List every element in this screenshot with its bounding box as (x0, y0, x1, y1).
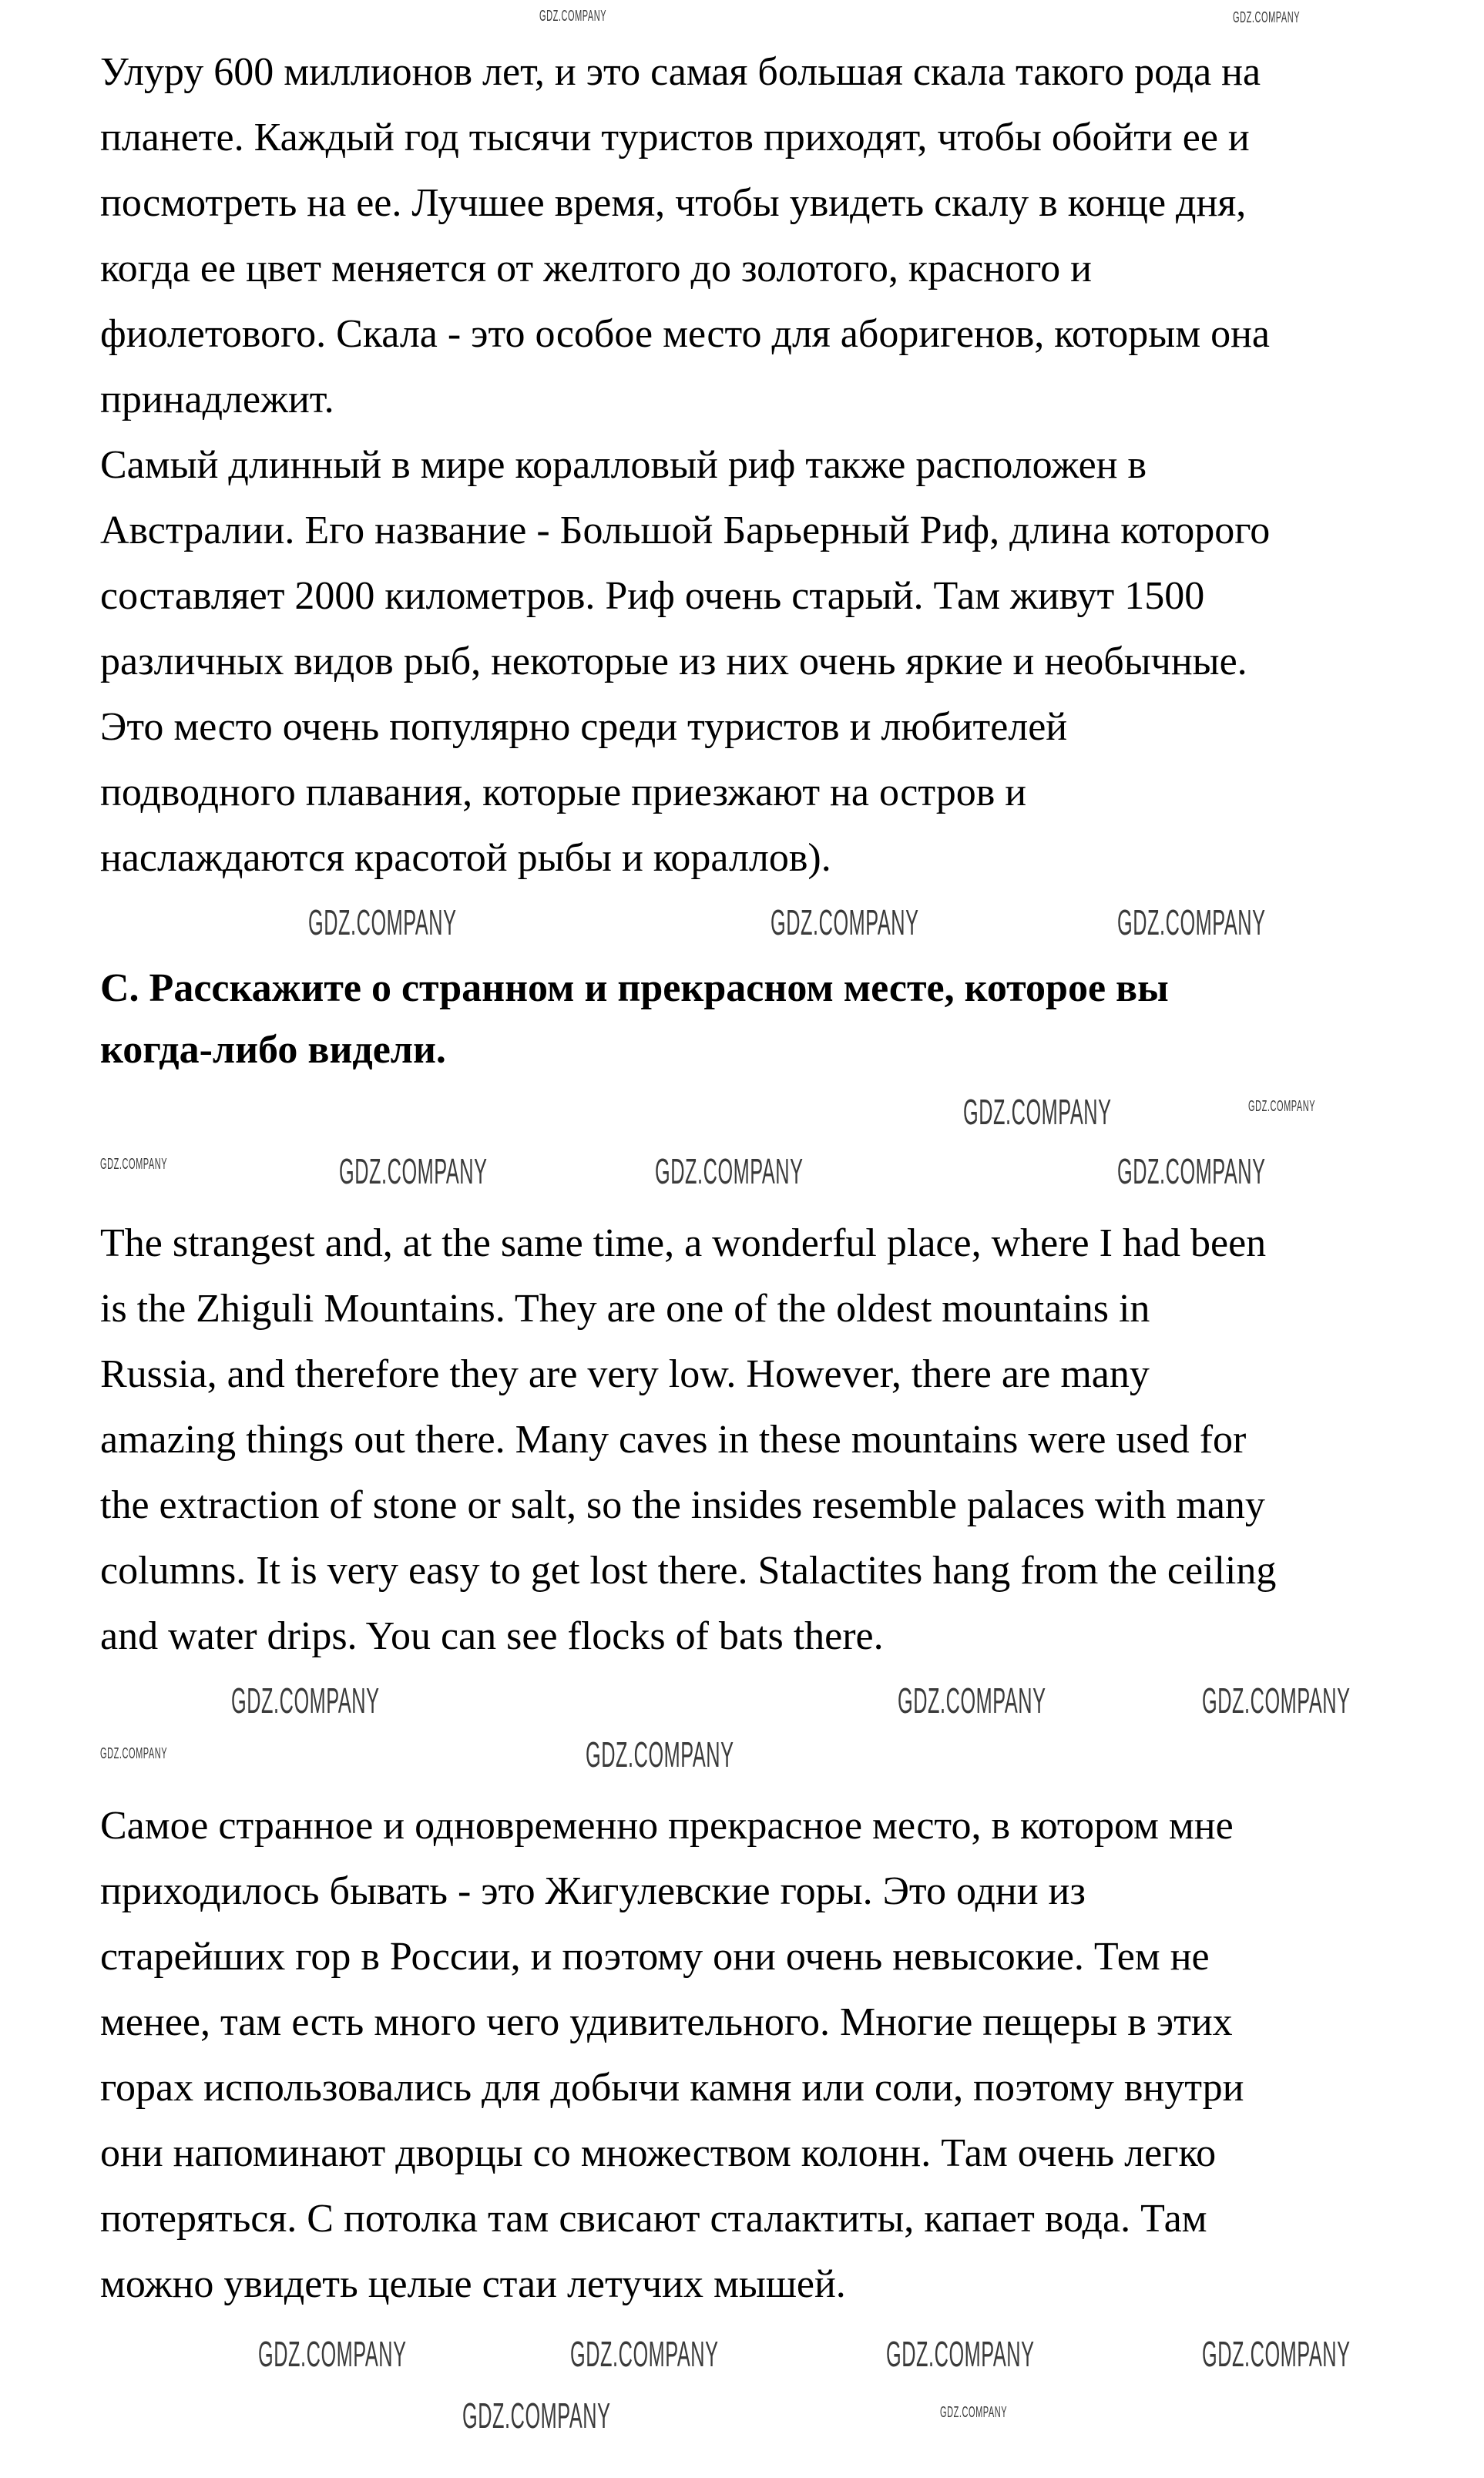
watermark: GDZ.COMPANY (1233, 9, 1301, 26)
watermark: GDZ.COMPANY (539, 8, 607, 25)
text-line: наслаждаются красотой рыбы и кораллов). (100, 836, 831, 880)
watermark: GDZ.COMPANY (100, 1745, 168, 1762)
watermark: GDZ.COMPANY (1248, 1098, 1316, 1115)
watermark: GDZ.COMPANY (1117, 1151, 1266, 1191)
watermark: GDZ.COMPANY (339, 1151, 488, 1191)
text-line: columns. It is very easy to get lost there. Stalactites hang from the ceiling (100, 1549, 1277, 1593)
translation-paragraph (100, 39, 1270, 891)
watermark: GDZ.COMPANY (771, 902, 919, 942)
watermark: GDZ.COMPANY (940, 2404, 1008, 2421)
text-line: посмотреть на ее. Лучшее время, чтобы увидеть скалу в конце дня, (100, 181, 1247, 225)
text-line: принадлежит. (100, 378, 334, 421)
heading-line: когда-либо видели. (100, 1028, 446, 1072)
text-line: Это место очень популярно среди туристов и любителей (100, 705, 1068, 749)
watermark: GDZ.COMPANY (231, 1681, 380, 1721)
text-line: горах использовались для добычи камня или соли, поэтому внутри (100, 2066, 1244, 2110)
text-line: Австралии. Его название - Большой Барьерный Риф, длина которого (100, 509, 1271, 552)
text-line: менее, там есть много чего удивительного. Многие пещеры в этих (100, 2000, 1233, 2044)
text-line: потеряться. С потолка там свисают сталактиты, капает вода. Там (100, 2197, 1207, 2241)
text-line: The strangest and, at the same time, a wonderful place, where I had been (100, 1221, 1267, 1265)
watermark: GDZ.COMPANY (586, 1734, 734, 1775)
task-c-heading (100, 958, 1169, 1081)
watermark: GDZ.COMPANY (258, 2334, 407, 2374)
watermark: GDZ.COMPANY (655, 1151, 804, 1191)
text-line: подводного плавания, которые приезжают на остров и (100, 771, 1027, 814)
text-line: они напоминают дворцы со множеством колонн. Там очень легко (100, 2131, 1217, 2175)
heading-line: C. Расскажите о странном и прекрасном месте, которое вы (100, 966, 1169, 1010)
text-line: Russia, and therefore they are very low. However, there are many (100, 1352, 1150, 1396)
text-line: Самое странное и одновременно прекрасное место, в котором мне (100, 1804, 1234, 1848)
watermark: GDZ.COMPANY (898, 1681, 1046, 1721)
text-line: the extraction of stone or salt, so the insides resemble palaces with many (100, 1483, 1265, 1527)
text-line: is the Zhiguli Mountains. They are one of the oldest mountains in (100, 1287, 1150, 1331)
text-line: планете. Каждый год тысячи туристов приходят, чтобы обойти ее и (100, 116, 1250, 159)
text-line: приходилось бывать - это Жигулевские горы. Это одни из (100, 1869, 1086, 1913)
text-line: различных видов рыб, некоторые из них очень яркие и необычные. (100, 640, 1247, 683)
answer-russian (100, 1793, 1244, 2317)
text-line: Самый длинный в мире коралловый риф также расположен в (100, 443, 1147, 487)
watermark: GDZ.COMPANY (462, 2396, 611, 2436)
watermark: GDZ.COMPANY (308, 902, 457, 942)
text-line: Улуру 600 миллионов лет, и это самая большая скала такого рода на (100, 50, 1261, 94)
text-line: amazing things out there. Many caves in these mountains were used for (100, 1418, 1247, 1462)
watermark: GDZ.COMPANY (570, 2334, 719, 2374)
text-line: старейших гор в России, и поэтому они очень невысокие. Тем не (100, 1935, 1210, 1979)
watermark: GDZ.COMPANY (100, 1156, 168, 1173)
watermark: GDZ.COMPANY (1202, 1681, 1351, 1721)
watermark: GDZ.COMPANY (1202, 2334, 1351, 2374)
text-line: когда ее цвет меняется от желтого до золотого, красного и (100, 247, 1092, 290)
answer-english (100, 1210, 1276, 1669)
text-line: and water drips. You can see flocks of bats there. (100, 1614, 884, 1658)
watermark: GDZ.COMPANY (1117, 902, 1266, 942)
watermark: GDZ.COMPANY (963, 1092, 1112, 1132)
text-line: фиолетового. Скала - это особое место для аборигенов, которым она (100, 312, 1271, 356)
watermark: GDZ.COMPANY (886, 2334, 1035, 2374)
text-line: составляет 2000 километров. Риф очень старый. Там живут 1500 (100, 574, 1205, 618)
text-line: можно увидеть целые стаи летучих мышей. (100, 2262, 846, 2306)
